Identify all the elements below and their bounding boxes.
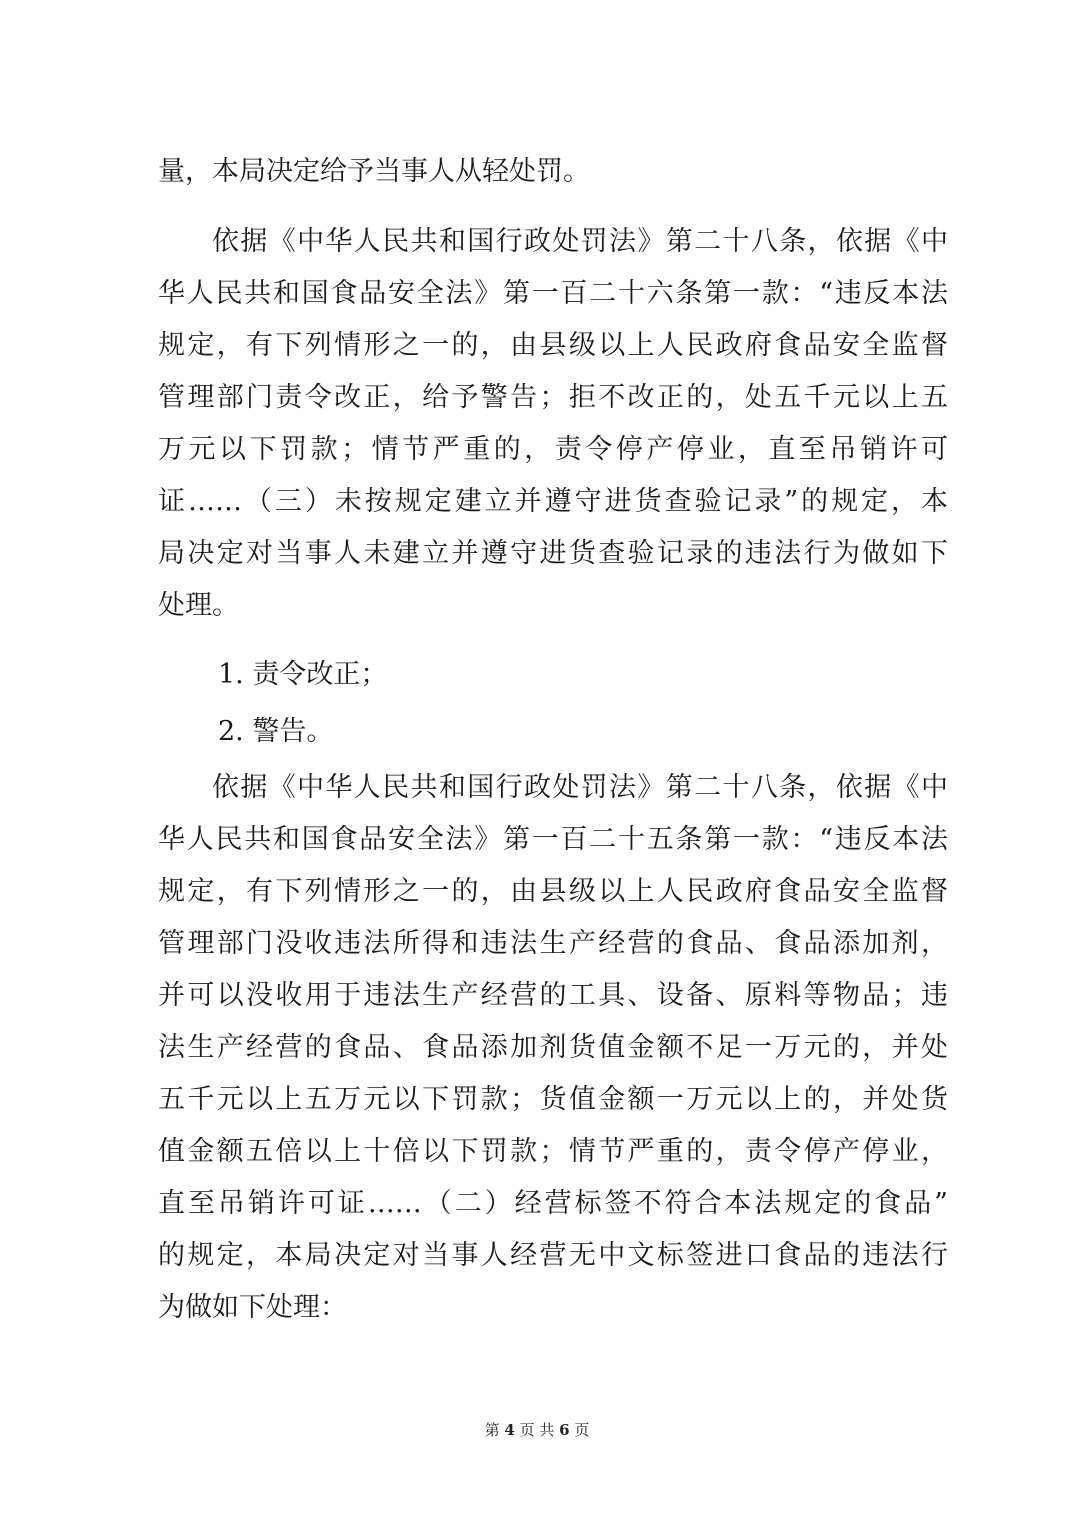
footer-prefix: 第	[484, 1421, 500, 1439]
footer-suffix: 页	[574, 1421, 590, 1439]
paragraph-3-line: 为做如下处理：	[158, 1292, 347, 1323]
paragraph-3-line: 并可以没收用于违法生产经营的工具、设备、原料等物品；违	[158, 980, 948, 1011]
paragraph-3-line: 值金额五倍以上十倍以下罚款；情节严重的，责令停产停业，	[158, 1136, 948, 1167]
total-pages: 6	[559, 1421, 570, 1439]
paragraph-3-line: 依据《中华人民共和国行政处罚法》第二十八条，依据《中	[212, 772, 948, 803]
paragraph-1-line: 量，本局决定给予当事人从轻处罚。	[158, 156, 590, 187]
list-item: 1. 责令改正；	[218, 659, 388, 690]
paragraph-2-line: 处理。	[158, 590, 239, 621]
paragraph-3-line: 的规定，本局决定对当事人经营无中文标签进口食品的违法行	[158, 1240, 948, 1271]
paragraph-3-line: 五千元以上五万元以下罚款；货值金额一万元以上的，并处货	[158, 1084, 948, 1115]
paragraph-2-line: 证……（三）未按规定建立并遵守进货查验记录”的规定，本	[158, 486, 948, 517]
paragraph-3-line: 管理部门没收违法所得和违法生产经营的食品、食品添加剂，	[158, 928, 948, 959]
list-item: 2. 警告。	[218, 716, 334, 747]
paragraph-2-line: 管理部门责令改正，给予警告；拒不改正的，处五千元以上五	[158, 382, 948, 413]
page-number: 4	[504, 1421, 515, 1439]
paragraph-2-line: 规定，有下列情形之一的，由县级以上人民政府食品安全监督	[158, 330, 948, 361]
footer-middle: 页 共	[519, 1421, 555, 1439]
paragraph-2-line: 依据《中华人民共和国行政处罚法》第二十八条，依据《中	[212, 226, 948, 257]
paragraph-2-line: 万元以下罚款；情节严重的，责令停产停业，直至吊销许可	[158, 434, 948, 465]
paragraph-3-line: 直至吊销许可证……（二）经营标签不符合本法规定的食品”	[158, 1188, 948, 1219]
paragraph-3-line: 华人民共和国食品安全法》第一百二十五条第一款：“违反本法	[158, 824, 948, 855]
paragraph-2-line: 局决定对当事人未建立并遵守进货查验记录的违法行为做如下	[158, 538, 948, 569]
paragraph-3-line: 法生产经营的食品、食品添加剂货值金额不足一万元的，并处	[158, 1032, 948, 1063]
paragraph-2-line: 华人民共和国食品安全法》第一百二十六条第一款：“违反本法	[158, 278, 948, 309]
paragraph-3-line: 规定，有下列情形之一的，由县级以上人民政府食品安全监督	[158, 876, 948, 907]
page-footer	[0, 1420, 1074, 1440]
